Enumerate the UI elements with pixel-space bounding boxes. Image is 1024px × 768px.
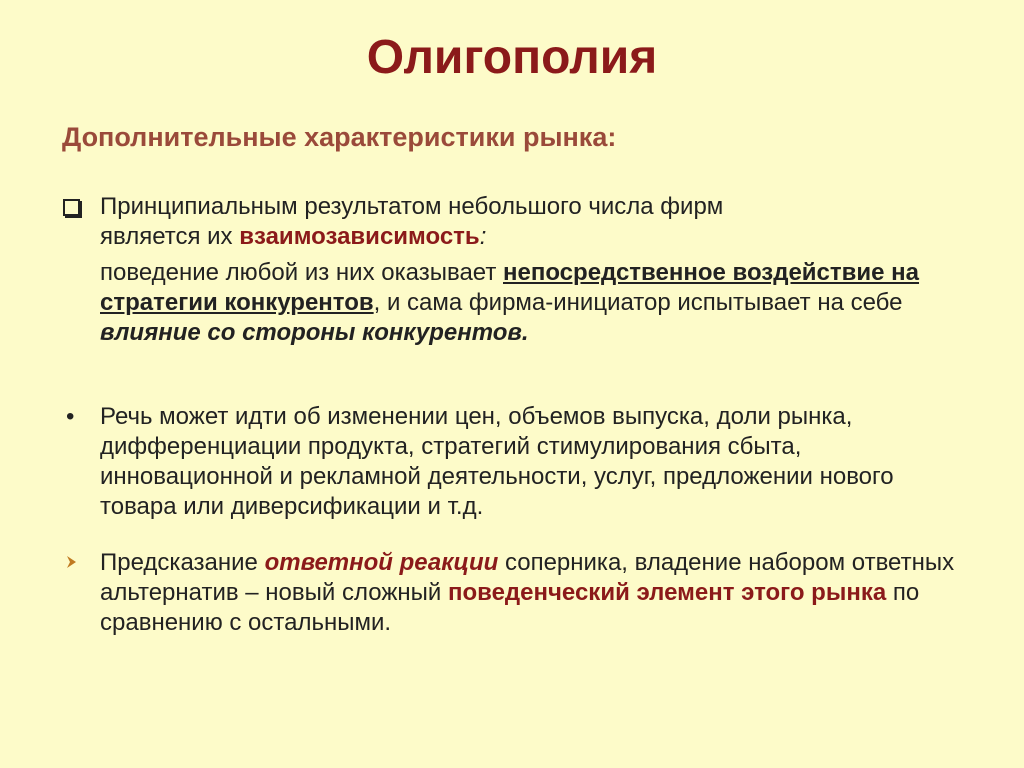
item3-mid: соперника, владение набором ответных альтернатив – новый сложный <box>100 549 955 606</box>
bullet-item-price-changes <box>62 402 962 522</box>
item3-emphasis-1: ответной реакции <box>264 549 499 576</box>
item3-suffix: по сравнению с остальными. <box>100 579 920 636</box>
item1-line-b <box>100 222 962 252</box>
item1-sub-mid: , и сама фирма-инициатор испытывает на себе <box>373 289 903 316</box>
arrow-bullet-icon <box>64 548 80 578</box>
item3-text <box>100 548 962 638</box>
dot-bullet-icon: • <box>66 403 75 430</box>
item1-sub-emphasis-2: влияние со стороны конкурентов. <box>100 319 529 346</box>
item1-subparagraph <box>100 258 962 348</box>
bullet-item-response-prediction <box>62 548 962 638</box>
item1-sub-prefix: поведение любой из них оказывает <box>100 259 503 286</box>
item1-prefix: является их <box>100 223 240 250</box>
item3-prefix: Предсказание <box>100 549 265 576</box>
item2-text: Речь может идти об изменении цен, объемов выпуска, доли рынка, дифференциации продукта, стратегий стимулирования сбыта, инновационной и рекламной деятельности, услуг, предложении нового товара или диверсификации и т.д. <box>100 403 894 520</box>
checkbox-bullet-icon <box>63 199 80 216</box>
item1-colon: : <box>479 223 487 250</box>
slide-title: Олигополия <box>366 31 658 84</box>
bullet-item-interdependence <box>62 192 962 348</box>
item1-line-a: Принципиальным результатом небольшого числа фирм <box>100 193 724 220</box>
item1-sub-emphasis-1: непосредственное воздействие на стратегии конкурентов <box>100 259 920 316</box>
slide-subtitle: Дополнительные характеристики рынка: <box>62 122 617 152</box>
item3-emphasis-2: поведенческий элемент этого рынка <box>447 579 887 606</box>
item1-emphasis: взаимозависимость <box>239 223 480 250</box>
